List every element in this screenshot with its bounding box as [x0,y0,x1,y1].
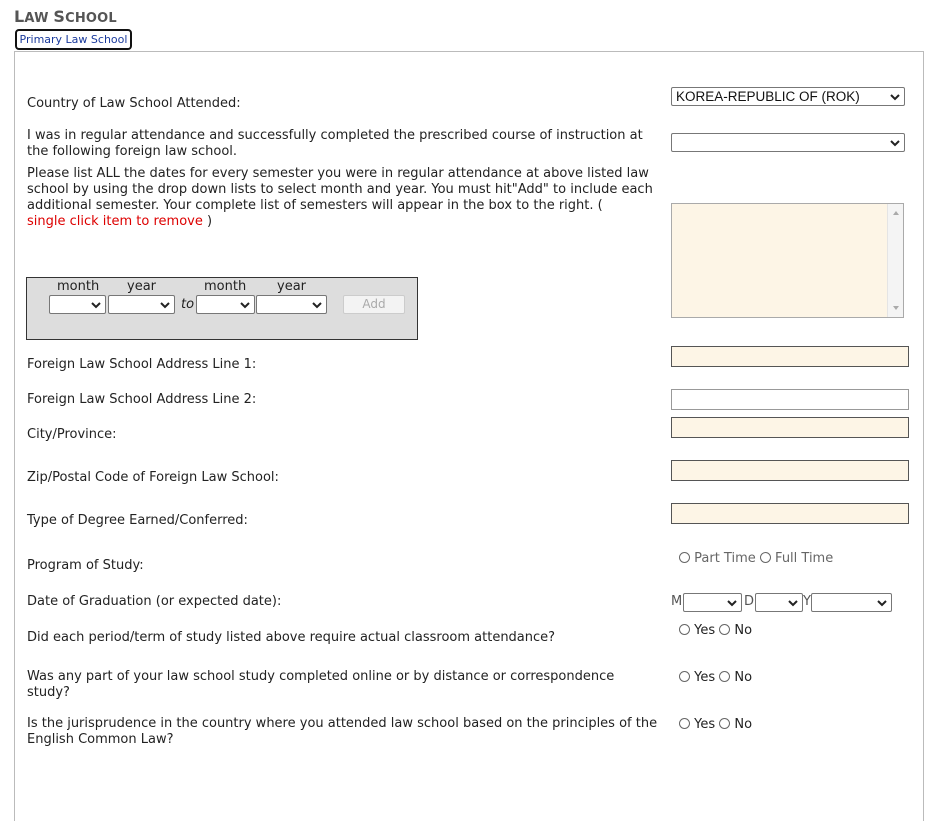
end-year-select[interactable] [256,295,327,314]
month-start-label: month [57,279,100,294]
classroom-radio-group [679,623,752,638]
address2-input[interactable] [671,389,909,410]
scrollbar[interactable] [887,204,903,317]
graduation-label: Date of Graduation (or expected date): [27,594,282,609]
online-label: Was any part of your law school study completed online or by distance or correspondence study? [27,669,615,700]
chevron-down-icon [159,299,171,311]
online-no-label: No [734,670,753,685]
classroom-no-radio[interactable] [719,624,730,635]
semesters-list-box[interactable] [671,203,904,318]
common-law-no-label: No [734,717,753,732]
classroom-yes-radio[interactable] [679,624,690,635]
chevron-down-icon [311,299,323,311]
online-yes-radio[interactable] [679,671,690,682]
common-law-radio-group [679,717,752,732]
year-end-label: year [277,279,307,294]
tab-primary-law-school[interactable]: Primary Law School [15,29,132,50]
classroom-yes-label: Yes [694,623,716,638]
semesters-instructions: Please list ALL the dates for every semester you were in regular attendance at above listed law school by using the drop down lists to select month and year. You must hit"Add" to include each additional semester. Your complete list of semesters will appear in the box to the right. ( single click item to remove ) [27,166,653,229]
start-month-select[interactable] [49,295,106,314]
chevron-down-icon [726,597,738,609]
add-semester-button[interactable]: Add [343,295,405,314]
address2-label: Foreign Law School Address Line 2: [27,392,257,407]
grad-year-label: Y [803,594,811,609]
chevron-down-icon [889,91,901,103]
full-time-label: Full Time [775,551,834,566]
part-time-radio[interactable] [679,552,690,563]
zip-input[interactable] [671,460,909,481]
country-label: Country of Law School Attended: [27,96,241,111]
grad-year-select[interactable] [811,593,892,612]
grad-day-select[interactable] [755,593,803,612]
to-label: to [181,297,195,312]
chevron-down-icon [239,299,251,311]
grad-day-label: D [744,594,755,609]
common-law-yes-label: Yes [694,717,716,732]
country-select-value: KOREA-REPUBLIC OF (ROK) [676,89,860,104]
section-title: LAW SCHOOL [14,7,117,26]
law-school-select[interactable] [671,133,905,152]
grad-month-select[interactable] [683,593,742,612]
scroll-down-icon [893,306,899,310]
zip-label: Zip/Postal Code of Foreign Law School: [27,470,279,485]
country-select[interactable] [671,87,905,106]
online-no-radio[interactable] [719,671,730,682]
full-time-radio[interactable] [760,552,771,563]
city-input[interactable] [671,417,909,438]
part-time-label: Part Time [694,551,756,566]
program-label: Program of Study: [27,558,144,573]
common-law-yes-radio[interactable] [679,718,690,729]
classroom-no-label: No [734,623,753,638]
address1-label: Foreign Law School Address Line 1: [27,357,257,372]
chevron-down-icon [889,137,901,149]
common-law-label: Is the jurisprudence in the country where you attended law school based on the principles of the English Common Law? [27,716,658,747]
degree-input[interactable] [671,503,909,524]
year-start-label: year [127,279,157,294]
common-law-no-radio[interactable] [719,718,730,729]
scroll-up-icon [893,211,899,215]
month-end-label: month [204,279,247,294]
end-month-select[interactable] [196,295,255,314]
remove-hint: single click item to remove [27,214,203,229]
chevron-down-icon [787,597,799,609]
grad-month-label: M [671,594,683,609]
online-radio-group [679,670,752,685]
classroom-label: Did each period/term of study listed above require actual classroom attendance? [27,630,556,645]
start-year-select[interactable] [108,295,175,314]
program-radio-group [679,551,833,566]
chevron-down-icon [90,299,102,311]
address1-input[interactable] [671,346,909,367]
attendance-label: I was in regular attendance and successfully completed the prescribed course of instruction at the following foreign law school. [27,128,643,159]
chevron-down-icon [876,597,888,609]
online-yes-label: Yes [694,670,716,685]
city-label: City/Province: [27,427,117,442]
degree-label: Type of Degree Earned/Conferred: [27,513,248,528]
